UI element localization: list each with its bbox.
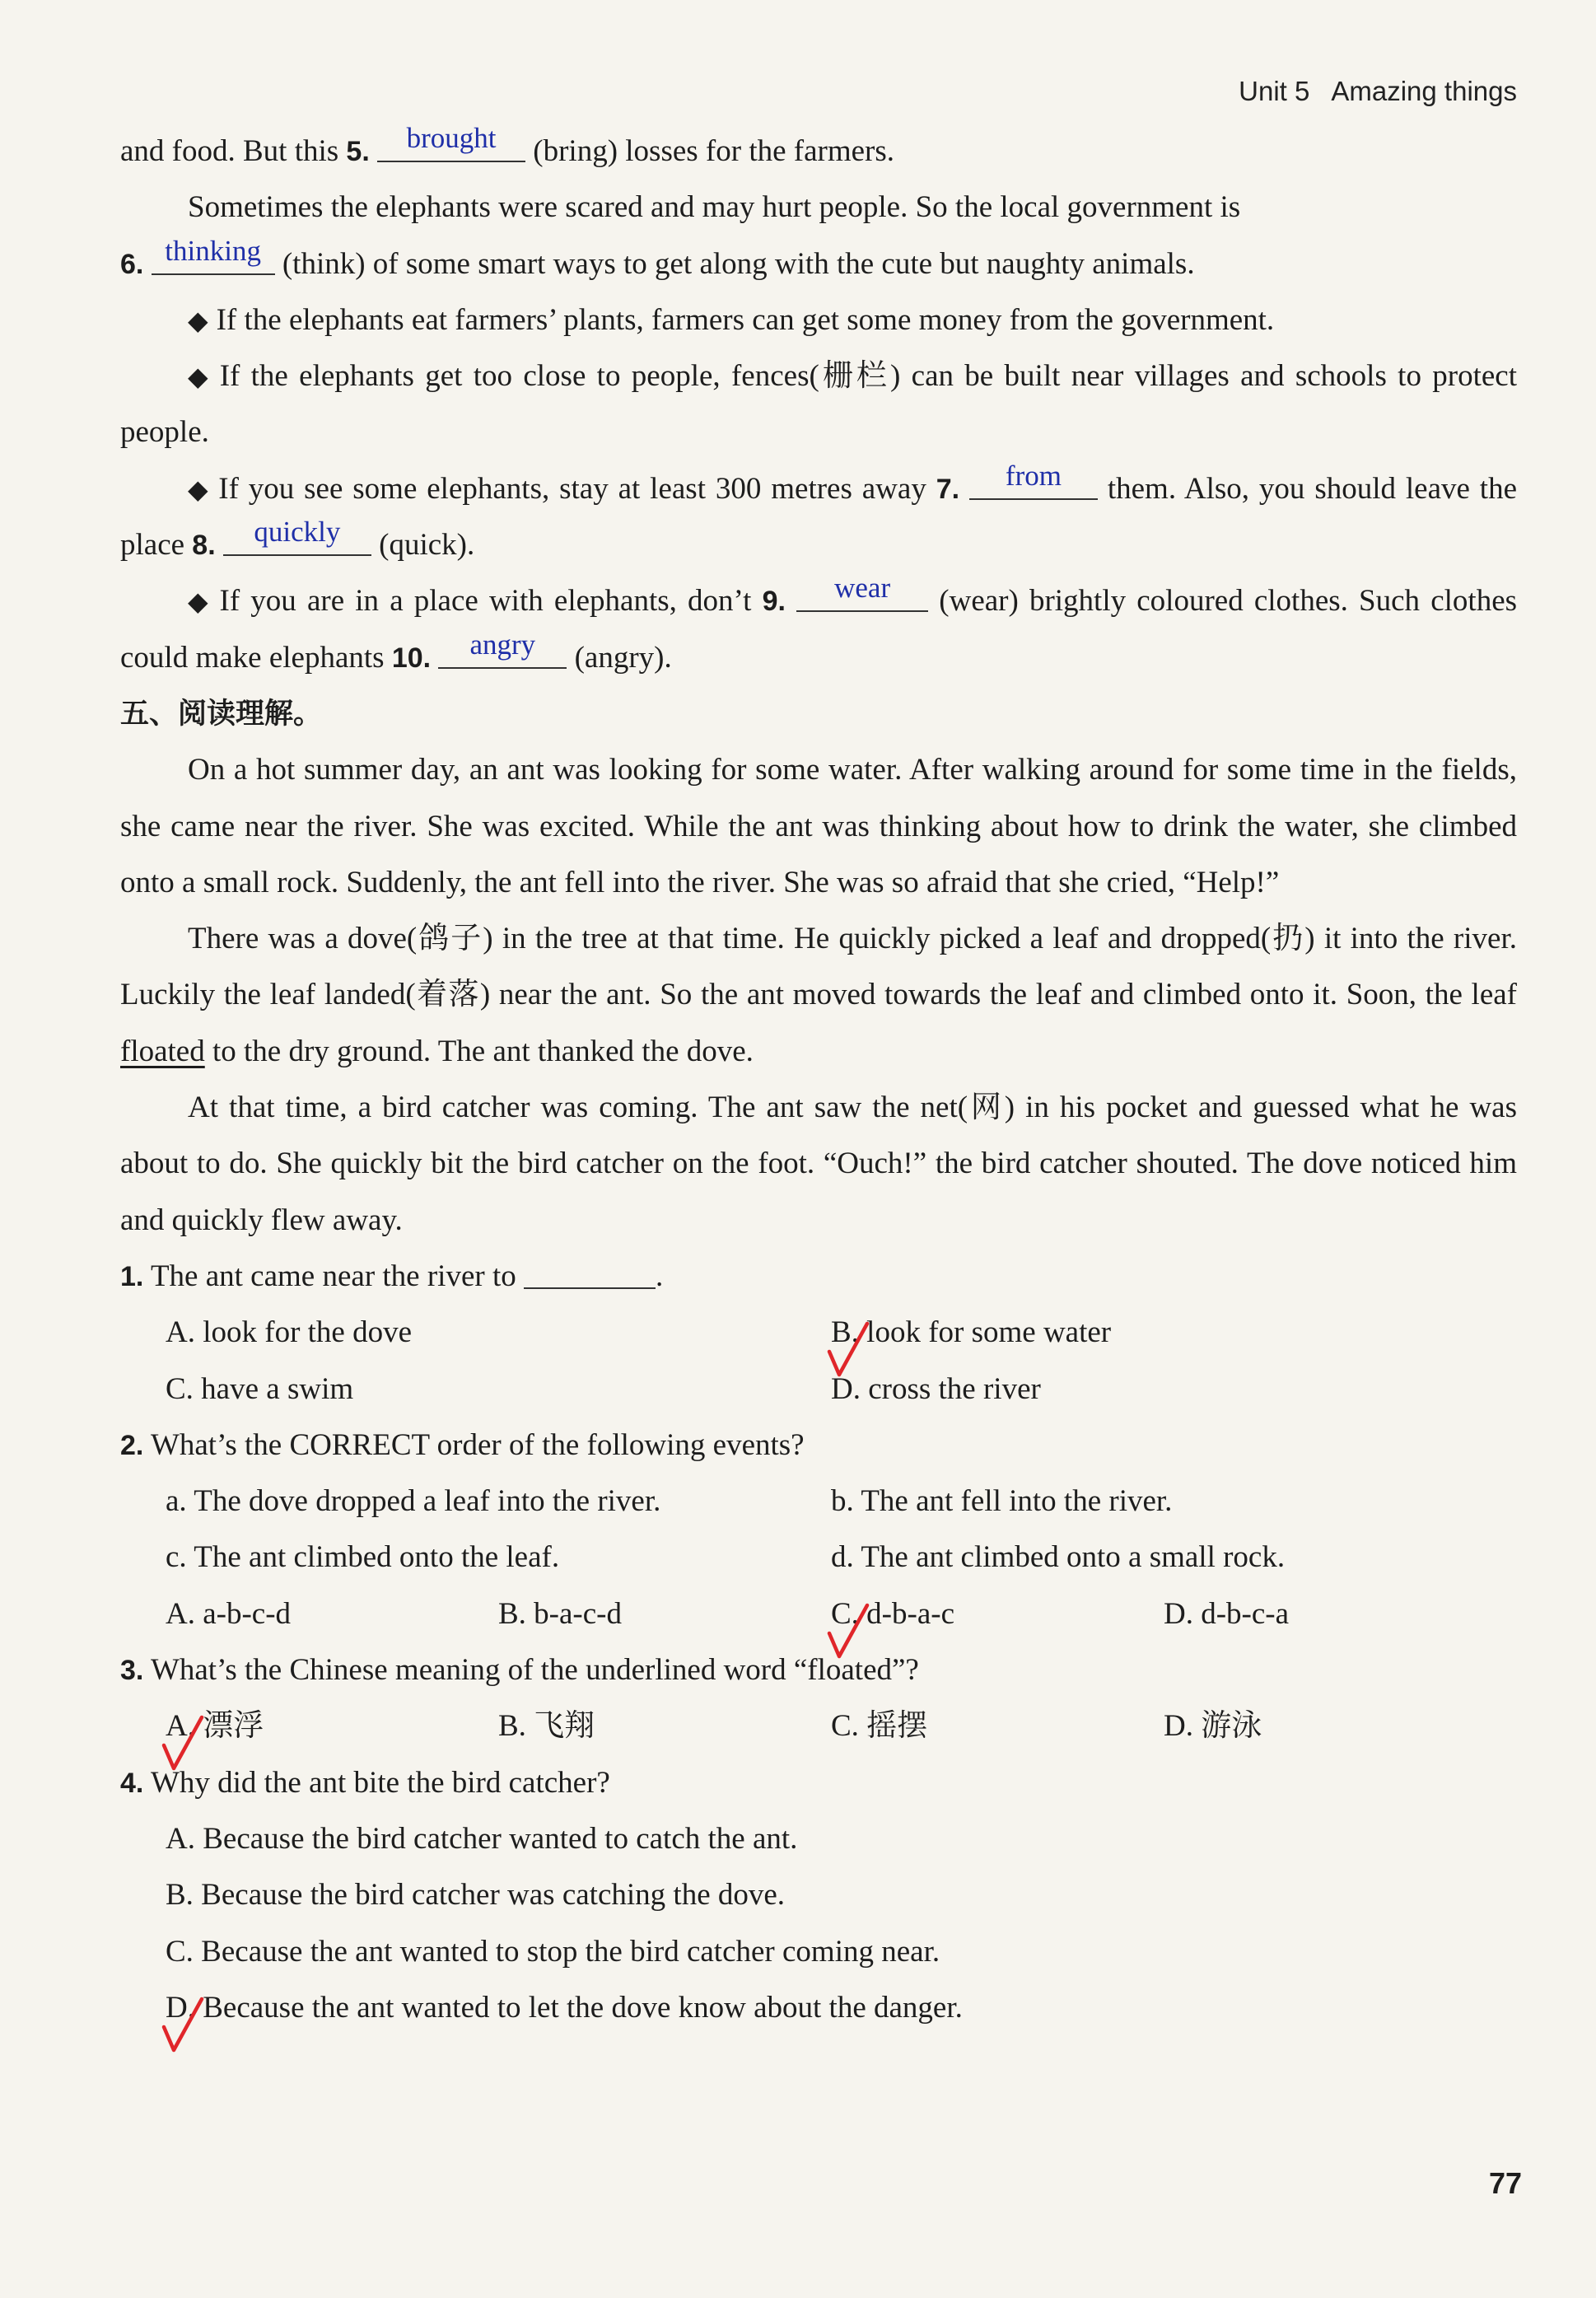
question-1-options: [120, 1362, 1517, 1418]
question-3-options: [120, 1698, 1517, 1754]
underlined-word: floated: [120, 1034, 205, 1068]
question-1: 1. The ant came near the river to .: [120, 1249, 1517, 1305]
option-b[interactable]: B. b-a-c-d: [498, 1596, 622, 1631]
passage-paragraph: There was a dove(鸽子) in the tree at that time. He quickly picked a leaf and dropped(扔) it into the river. Luckily the leaf landed(着落) near the ant. So the ant moved towards the leaf and climbed onto it. Soon, the leaf floated to the dry ground. The ant thanked the dove.: [120, 922, 1517, 1068]
diamond-bullet-icon: ◆: [188, 362, 212, 392]
text-line: and food. But this 5. brought (bring) losses for the farmers.: [120, 122, 895, 168]
unit-label: Unit 5: [1239, 76, 1310, 106]
question-1-options: [120, 1305, 1517, 1361]
option-c[interactable]: C. have a swim: [166, 1371, 354, 1406]
bullet-item: ◆ If you are in a place with elephants, don’t 9. wear (wear) brightly coloured clothes. Such clothes could make elephants 10. angry (angry).: [120, 572, 1518, 675]
event-a: a. The dove dropped a leaf into the river.: [166, 1484, 661, 1519]
bullet-item: ◆ If the elephants eat farmers’ plants, farmers can get some money from the government.: [188, 302, 1275, 337]
passage-paragraph: At that time, a bird catcher was coming. The ant saw the net(网) in his pocket and guessed what he was about to do. She quickly bit the bird catcher on the foot. “Ouch!” the bird catcher shouted. The dove noticed him and quickly flew away.: [120, 1091, 1517, 1237]
option-c[interactable]: C. Because the ant wanted to stop the bird catcher coming near.: [166, 1934, 940, 1969]
diamond-bullet-icon: ◆: [188, 586, 212, 617]
answer-blank-8[interactable]: quickly: [223, 521, 371, 556]
diamond-bullet-icon: ◆: [188, 474, 211, 504]
event-b: b. The ant fell into the river.: [831, 1484, 1173, 1519]
option-b[interactable]: B. 飞翔: [498, 1709, 595, 1744]
option-d[interactable]: D. cross the river: [831, 1371, 1041, 1406]
question-4: 4. Why did the ant bite the bird catcher?: [120, 1765, 610, 1800]
option-c[interactable]: C. d-b-a-c: [831, 1586, 1164, 1642]
section-title: 五、阅读理解。: [120, 697, 323, 731]
answer-blank-7[interactable]: from: [969, 465, 1098, 500]
answer-blank-9[interactable]: wear: [796, 577, 928, 612]
question-2-options: [120, 1586, 1517, 1642]
unit-title: Amazing things: [1331, 76, 1517, 106]
bullet-item: ◆ If the elephants get too close to people, fences(栅栏) can be built near villages and schools to protect people.: [120, 359, 1517, 450]
passage-paragraph: On a hot summer day, an ant was looking for some water. After walking around for some time in the fields, she came near the river. She was excited. While the ant was thinking about how to drink the water, she climbed onto a small rock. Suddenly, the ant fell into the river. She was so afraid that she cried, “Help!”: [120, 753, 1517, 899]
option-b[interactable]: B. Because the bird catcher was catching the dove.: [166, 1878, 786, 1913]
question-3: 3. What’s the Chinese meaning of the underlined word “floated”?: [120, 1653, 919, 1688]
option-b[interactable]: B. look for some water: [831, 1305, 1496, 1361]
event-c: c. The ant climbed onto the leaf.: [166, 1540, 560, 1575]
text-line: Sometimes the elephants were scared and may hurt people. So the local government is: [188, 190, 1241, 225]
event-d: d. The ant climbed onto a small rock.: [831, 1540, 1286, 1575]
question-2-events: [120, 1474, 1517, 1530]
answer-blank-6[interactable]: thinking: [152, 241, 275, 275]
option-a[interactable]: A. 漂浮: [166, 1698, 498, 1754]
page-number: 77: [1488, 2166, 1522, 2200]
option-d[interactable]: D. Because the ant wanted to let the dove know about the danger.: [120, 1980, 1517, 2036]
bullet-item: ◆ If you see some elephants, stay at least 300 metres away 7. from them. Also, you should leave the place 8. quickly (quick).: [120, 459, 1518, 563]
question-2-events: [120, 1530, 1517, 1586]
option-d[interactable]: D. d-b-c-a: [1164, 1596, 1290, 1631]
question-2: 2. What’s the CORRECT order of the following events?: [120, 1427, 805, 1462]
question-blank[interactable]: [524, 1256, 656, 1289]
answer-blank-10[interactable]: angry: [438, 634, 567, 669]
page-content: [120, 124, 1517, 2036]
answer-blank-5[interactable]: brought: [377, 128, 525, 162]
option-c[interactable]: C. 摇摆: [831, 1709, 928, 1744]
option-a[interactable]: A. look for the dove: [166, 1315, 413, 1350]
option-a[interactable]: A. a-b-c-d: [166, 1596, 292, 1631]
option-d[interactable]: D. 游泳: [1164, 1709, 1262, 1744]
text-line: 6. thinking (think) of some smart ways to get along with the cute but naughty animals.: [120, 234, 1195, 281]
page-header: [1239, 76, 1517, 107]
diamond-bullet-icon: ◆: [188, 305, 208, 335]
option-a[interactable]: A. Because the bird catcher wanted to catch the ant.: [166, 1821, 798, 1856]
